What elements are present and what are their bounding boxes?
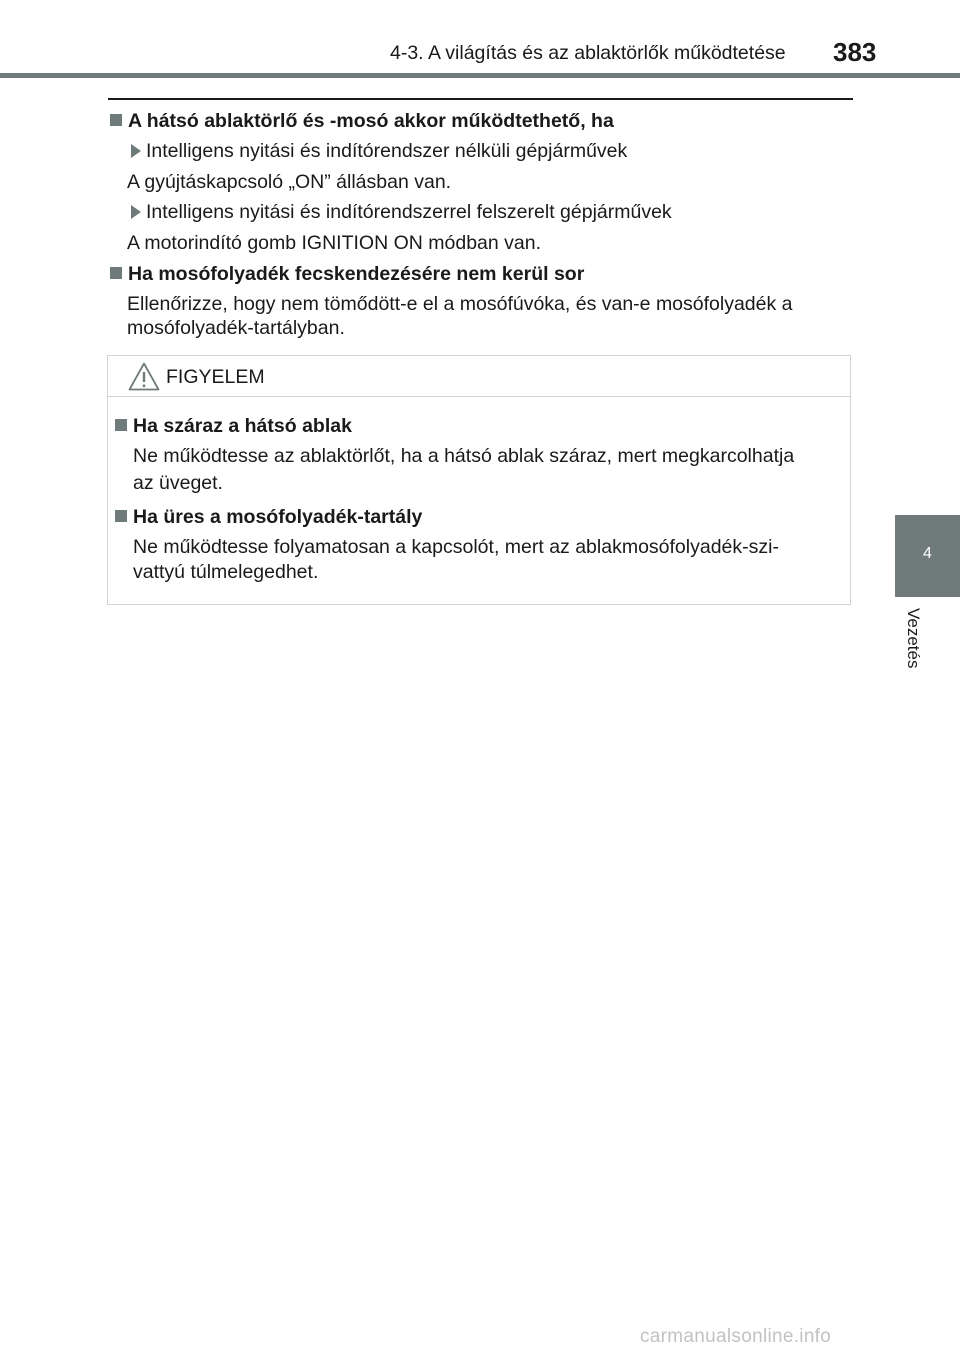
running-header-title: 4-3. A világítás és az ablaktörlők működtetése [390,42,786,64]
chapter-tab [895,515,960,597]
page-number: 383 [833,37,877,67]
section-bullet-icon [110,114,122,126]
condition-text: A gyújtáskapcsoló „ON” állásban van. [127,171,452,193]
notice-text-line: Ne működtesse az ablaktörlőt, ha a hátsó ablak száraz, mert megkarcolhatja [133,445,795,467]
chapter-tab-number: 4 [923,545,932,562]
watermark: carmanualsonline.info [640,1326,832,1347]
triangle-bullet-icon [131,144,141,158]
notice-heading: Ha száraz a hátsó ablak [133,415,352,437]
warning-triangle-icon [128,362,160,391]
triangle-bullet-icon [131,205,141,219]
condition-text: A motorindító gomb IGNITION ON módban van. [127,232,542,254]
chapter-tab-label-text: Vezetés [904,608,923,669]
section-heading: Ha mosófolyadék fecskendezésére nem kerül sor [128,263,585,285]
notice-bullet-icon [115,510,127,522]
condition-label: Intelligens nyitási és indítórendszerrel felszerelt gépjárművek [146,201,672,223]
notice-text-line: vattyú túlmelegedhet. [133,561,319,583]
section-heading: A hátsó ablaktörlő és -mosó akkor működtethető, ha [128,110,614,132]
notice-text-line: Ne működtesse folyamatosan a kapcsolót, mert az ablakmosófolyadék-szi- [133,536,779,558]
warning-title: FIGYELEM [166,366,265,388]
header-rule [0,73,960,78]
section-top-rule [108,98,853,100]
paragraph-line: Ellenőrizze, hogy nem tömődött-e el a mosófúvóka, és van-e mosófolyadék a [127,293,793,315]
notice-text-line: az üveget. [133,472,223,494]
paragraph-line: mosófolyadék-tartályban. [127,317,345,339]
notice-bullet-icon [115,419,127,431]
chapter-tab-label [903,608,925,688]
notice-heading: Ha üres a mosófolyadék-tartály [133,506,423,528]
warning-box-divider [108,396,851,397]
condition-label: Intelligens nyitási és indítórendszer nélküli gépjárművek [146,140,628,162]
section-bullet-icon [110,267,122,279]
